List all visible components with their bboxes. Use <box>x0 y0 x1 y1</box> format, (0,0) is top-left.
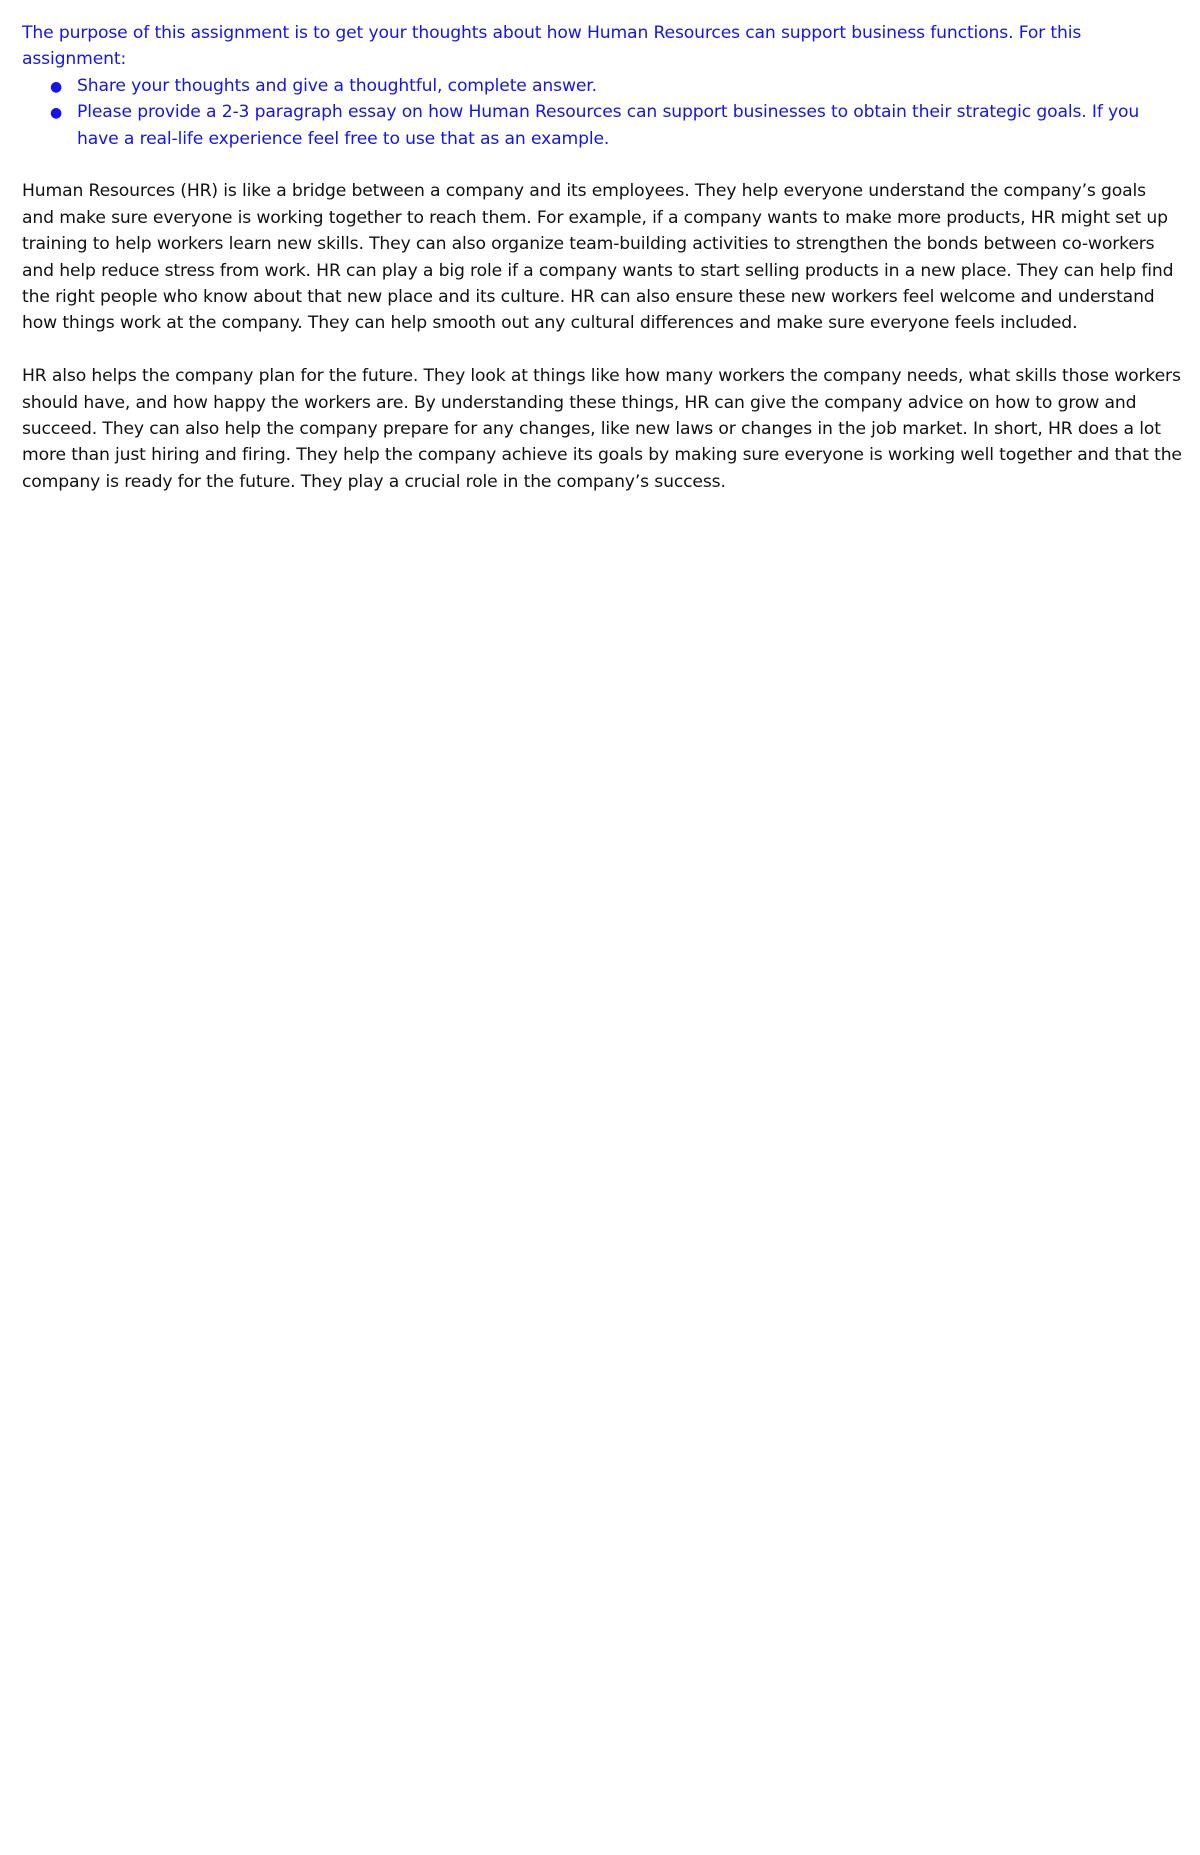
document-page <box>22 20 1182 522</box>
bullet-icon <box>49 99 63 126</box>
prompt-list-item <box>22 73 1182 99</box>
prompt-item-text: Please provide a 2-3 paragraph essay on how Human Resources can support businesses to obtain their strategic goals. If you have a real-life experience feel free to use that as an example. <box>77 102 1140 149</box>
prompt-intro: The purpose of this assignment is to get your thoughts about how Human Resources can support business functions. For this assignment: <box>22 23 1082 70</box>
assignment-prompt <box>22 20 1182 152</box>
essay-answer <box>22 178 1182 495</box>
prompt-list-item <box>22 99 1182 152</box>
essay-paragraph: HR also helps the company plan for the future. They look at things like how many workers the company needs, what skills those workers should have, and how happy the workers are. By understanding these things, HR can give the company advice on how to grow and succeed. They can also help the company prepare for any changes, like new laws or changes in the job market. In short, HR does a lot more than just hiring and firing. They help the company achieve its goals by making sure everyone is working well together and that the company is ready for the future. They play a crucial role in the company’s success. <box>22 366 1182 492</box>
prompt-list <box>22 73 1182 152</box>
essay-paragraph: Human Resources (HR) is like a bridge between a company and its employees. They help everyone understand the company’s goals and make sure everyone is working together to reach them. For example, if a company wants to make more products, HR might set up training to help workers learn new skills. They can also organize team-building activities to strengthen the bonds between co-workers and help reduce stress from work. HR can play a big role if a company wants to start selling products in a new place. They can help find the right people who know about that new place and its culture. HR can also ensure these new workers feel welcome and understand how things work at the company. They can help smooth out any cultural differences and make sure everyone feels included. <box>22 181 1174 334</box>
bullet-icon <box>49 73 63 100</box>
prompt-item-text: Share your thoughts and give a thoughtful, complete answer. <box>77 75 597 96</box>
